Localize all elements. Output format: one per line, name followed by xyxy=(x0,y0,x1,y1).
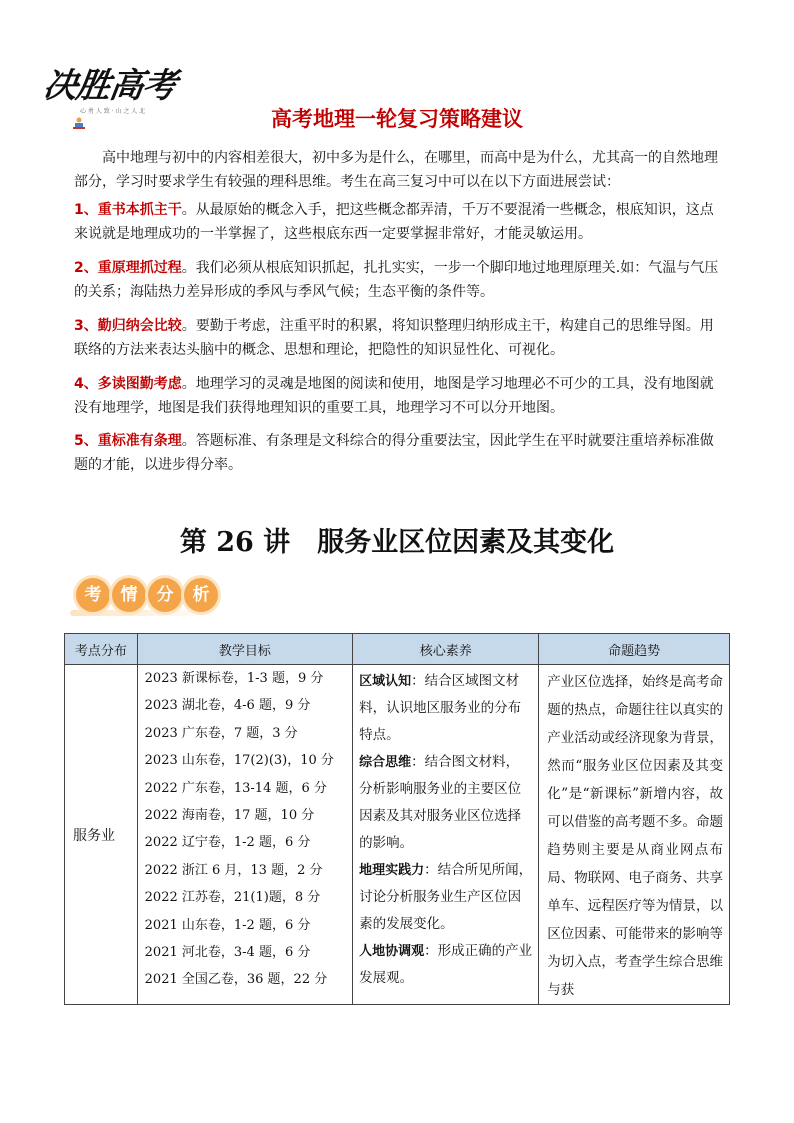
trend-cell xyxy=(539,665,730,1005)
header-cell: 教学目标 xyxy=(137,634,353,665)
goal-line: 2023 新课标卷，1-3 题，9 分 xyxy=(144,671,324,686)
goal-line: 2021 全国乙卷，36 题，22 分 xyxy=(144,972,328,988)
goal-line: 2021 山东卷，1-2 题，6 分 xyxy=(144,917,311,933)
goal-line: 2023 山东卷，17(2)(3)，10 分 xyxy=(144,753,334,769)
item-number: 3、 xyxy=(74,318,98,334)
core-key: 综合思维 xyxy=(359,755,412,770)
logo-text: 决胜高考 xyxy=(40,66,179,106)
goal-line: 2022 江苏卷，21(1)题，8 分 xyxy=(144,890,321,906)
goal-line: 2023 湖北卷，4-6 题，9 分 xyxy=(144,698,311,714)
item-text: 。要勤于考虑，注重平时的积累，将知识整理归纳形成主干，构建自己的思维导图。用联络的方法来表达头脑中的概念、思想和理论，把隐性的知识显性化、可视化。 xyxy=(74,318,714,358)
strategy-item-4 xyxy=(74,372,724,420)
core-key: 地理实践力 xyxy=(359,863,425,878)
badge-char: 情 xyxy=(112,578,146,612)
item-keyword: 勤归纳会比较 xyxy=(97,318,182,334)
badge-char: 分 xyxy=(148,578,182,612)
header-cell: 命题趋势 xyxy=(539,634,730,665)
core-text: ：形成正确的产业发展观。 xyxy=(359,943,533,986)
item-text: 。答题标准、有条理是文科综合的得分重要法宝，因此学生在平时就要注重培养标准做题的才能，以进步得分率。 xyxy=(74,433,714,473)
core-text: ：结合区域图文材料，认识地区服务业的分布特点。 xyxy=(359,673,522,743)
goals-cell xyxy=(137,665,353,1005)
strategy-item-1 xyxy=(74,198,724,246)
header-cell: 核心素养 xyxy=(353,634,539,665)
logo-caption: 心 勇 人 致 · 山 之 人 北 xyxy=(80,108,146,115)
goal-line: 2022 海南卷，17 题，10 分 xyxy=(144,807,315,823)
page-title: 高考地理一轮复习策略建议 xyxy=(271,107,523,131)
core-item xyxy=(359,668,532,749)
item-text: 。从最原始的概念入手，把这些概念都弄清，千万不要混淆一些概念，根底知识，这点来说就是地理成功的一半掌握了，这些根底东西一定要掌握非常好，才能灵敏运用。 xyxy=(74,202,714,242)
goal-line: 2022 浙江 6 月，13 题，2 分 xyxy=(144,862,323,878)
item-keyword: 重书本抓主干 xyxy=(97,202,182,218)
item-number: 1、 xyxy=(74,202,98,218)
section-badge xyxy=(76,578,218,616)
strategy-item-3 xyxy=(74,314,724,362)
core-item xyxy=(359,857,532,938)
item-keyword: 重原理抓过程 xyxy=(97,260,182,276)
goal-line: 2022 辽宁卷，1-2 题，6 分 xyxy=(144,835,311,851)
category-cell: 服务业 xyxy=(65,665,138,1005)
item-keyword: 重标准有条理 xyxy=(97,433,182,449)
badge-char: 考 xyxy=(76,578,110,612)
core-text: ：结合所见所闻，讨论分析服务业生产区位因素的发展变化。 xyxy=(359,862,533,932)
strategy-item-5 xyxy=(74,429,724,477)
item-number: 4、 xyxy=(74,376,98,392)
core-text: ：结合图文材料，分析影响服务业的主要区位因素及其对服务业区位选择的影响。 xyxy=(359,754,522,851)
item-number: 2、 xyxy=(74,260,98,276)
core-literacy-cell xyxy=(353,665,539,1005)
item-text: 。我们必须从根底知识抓起，扎扎实实，一步一个脚印地过地理原理关.如：气温与气压的关系；海陆热力差异形成的季风与季风气候；生态平衡的条件等。 xyxy=(74,260,719,300)
item-keyword: 多读图勤考虑 xyxy=(97,376,182,392)
badge-char: 析 xyxy=(184,578,218,612)
table-header-row xyxy=(65,634,730,665)
core-key: 区域认知 xyxy=(359,674,412,689)
goal-line: 2022 广东卷，13-14 题，6 分 xyxy=(144,780,327,796)
trend-text: 产业区位选择，始终是高考命题的热点，命题往往以真实的产业活动或经济现象为背景，然而“服务业区位因素及其变化”是“新课标”新增内容，故可以借鉴的高考题不多。命题趋势则主要是从商业网点布局、物联网、电子商务、共享单车、远程医疗等为情景，以区位因素、可能带来的影响等为切入点，考查学生综合思维与获 xyxy=(547,674,723,998)
strategy-item-2 xyxy=(74,256,724,304)
core-item xyxy=(359,749,532,857)
item-text: 。地理学习的灵魂是地图的阅读和使用，地图是学习地理必不可少的工具，没有地图就没有地理学，地图是我们获得地理知识的重要工具，地理学习不可以分开地图。 xyxy=(74,376,714,416)
item-number: 5、 xyxy=(74,433,98,449)
core-item xyxy=(359,938,532,992)
exam-analysis-table xyxy=(64,633,730,1005)
table-row xyxy=(65,665,730,1005)
core-key: 人地协调观 xyxy=(359,944,425,959)
lecture-title: 第 26 讲 服务业区位因素及其变化 xyxy=(179,527,615,558)
goal-line: 2021 河北卷，3-4 题，6 分 xyxy=(144,944,311,960)
header-cell: 考点分布 xyxy=(65,634,138,665)
intro-paragraph: 高中地理与初中的内容相差很大，初中多为是什么，在哪里，而高中是为什么，尤其高一的自然地理部分，学习时要求学生有较强的理科思维。考生在高三复习中可以在以下方面进展尝试： xyxy=(74,150,718,190)
goal-line: 2023 广东卷，7 题，3 分 xyxy=(144,725,298,741)
